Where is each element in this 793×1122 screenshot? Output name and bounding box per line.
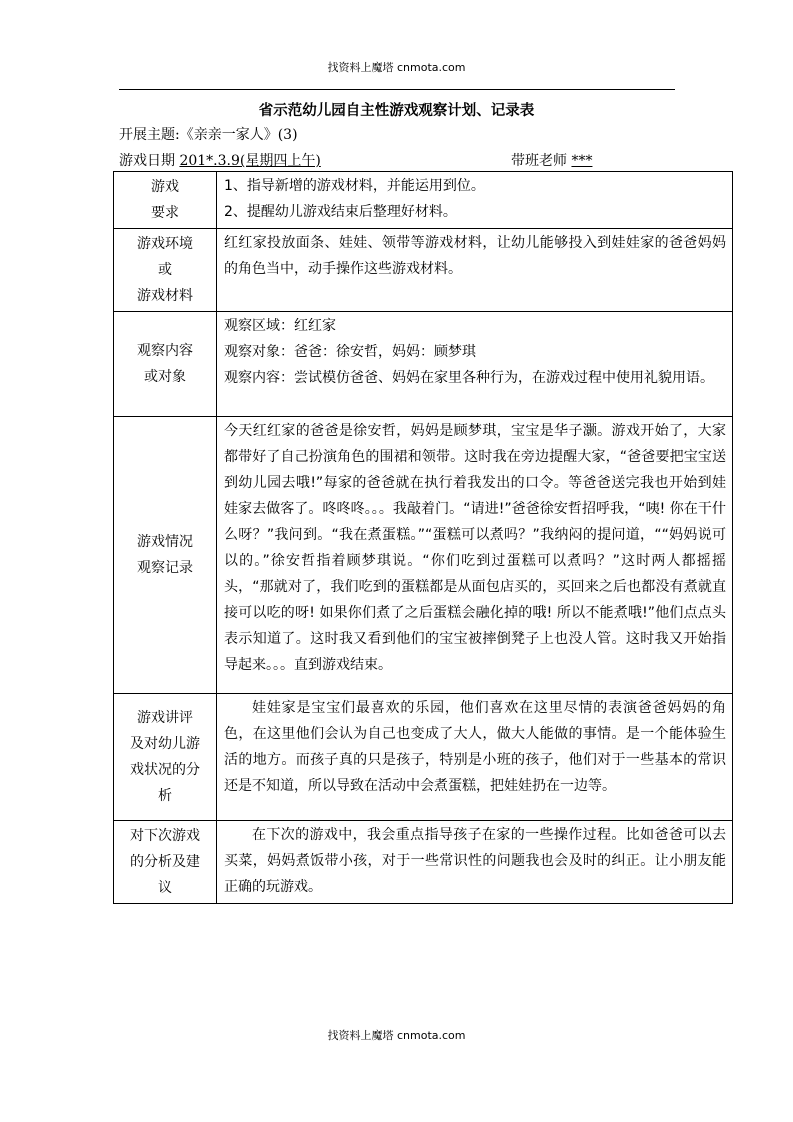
row-game-review [114,694,733,821]
row-content [217,821,733,904]
label-line: 析 [158,788,172,804]
label-line: 戏状况的分 [130,762,200,778]
header-watermark: 找资料上魔塔 cnmota.com [327,61,466,74]
content-paragraph: 观察区域：红红家 [224,318,336,334]
footer-watermark: 找资料上魔塔 cnmota.com [327,1029,466,1042]
content-paragraph: 今天红红家的爸爸是徐安哲，妈妈是顾梦琪，宝宝是华子灏。游戏开始了，大家都带好了自己扮演角色的围裙和领带。这时我在旁边提醒大家，“爸爸要把宝宝送到幼儿园去哦!”每家的爸爸就在执行着我发出的口令。等爸爸送完我也开始到娃娃家去做客了。咚咚咚。。。我敲着门。“请进!”爸爸徐安哲招呼我，“咦! 你在干什么呀？”我问到。“我在煮蛋糕。”“蛋糕可以煮吗？”我纳闷的提问道，““妈妈说可以的。”徐安哲指着顾梦琪说。“你们吃到过蛋糕可以煮吗？”这时两人都摇摇头，“那就对了，我们吃到的蛋糕都是从面包店买的，买回来之后也都没有煮就直接可以吃的呀! 如果你们煮了之后蛋糕会融化掉的哦! 所以不能煮哦!”他们点点头表示知道了。这时我又看到他们的宝宝被摔倒凳子上也没人管。这时我又开始指导起来。。。直到游戏结束。 [224,423,726,673]
theme-label: 开展主题: [119,127,180,143]
row-content [217,694,733,821]
label-line: 议 [158,880,172,896]
label-line: 及对幼儿游 [130,736,200,752]
header-rule [119,89,675,90]
content-paragraph: 观察内容：尝试模仿爸爸、妈妈在家里各种行为，在游戏过程中使用礼貌用语。 [224,370,714,386]
label-line: 或 [158,262,172,278]
row-game-requirements [114,172,733,229]
content-paragraph: 观察对象：爸爸：徐安哲，妈妈：顾梦琪 [224,344,476,360]
theme-value: 《亲亲一家人》(3) [179,127,298,143]
row-content [217,417,733,694]
row-content [217,172,733,229]
teacher-label: 带班老师 [511,153,567,169]
label-line: 游戏情况 [137,534,193,550]
date-value: 201*.3.9(星期四上午) [179,153,321,169]
label-line: 游戏材料 [137,288,193,304]
row-label [114,821,217,904]
date-teacher-line [119,150,719,170]
content-paragraph: 2、提醒幼儿游戏结束后整理好材料。 [224,204,457,220]
teacher-value: *** [571,153,593,169]
content-paragraph: 1、指导新增的游戏材料，并能运用到位。 [224,178,485,194]
row-label [114,229,217,312]
label-line: 游戏 [151,179,179,195]
row-label [114,312,217,417]
label-line: 或对象 [144,369,186,385]
row-content [217,229,733,312]
label-line: 要求 [151,205,179,221]
row-observation-record [114,417,733,694]
document-title: 省示范幼儿园自主性游戏观察计划、记录表 [258,103,535,119]
row-content [217,312,733,417]
label-line: 观察内容 [137,343,193,359]
row-label [114,417,217,694]
teacher-info [511,150,592,170]
label-line: 的分析及建 [130,854,200,870]
date-label: 游戏日期 [119,153,175,169]
label-line: 观察记录 [137,560,193,576]
content-paragraph: 红红家投放面条、娃娃、领带等游戏材料，让幼儿能够投入到娃娃家的爸爸妈妈的角色当中，动手操作这些游戏材料。 [224,235,726,277]
row-game-environment [114,229,733,312]
content-paragraph: 在下次的游戏中，我会重点指导孩子在家的一些操作过程。比如爸爸可以去买菜，妈妈煮饭带小孩，对于一些常识性的问题我也会及时的纠正。让小朋友能正确的玩游戏。 [224,827,726,895]
row-observation-target [114,312,733,417]
content-paragraph: 娃娃家是宝宝们最喜欢的乐园，他们喜欢在这里尽情的表演爸爸妈妈的角色，在这里他们会认为自己也变成了大人，做大人能做的事情。是一个能体验生活的地方。而孩子真的只是孩子，特别是小班的孩子，他们对于一些基本的常识还是不知道，所以导致在活动中会煮蛋糕，把娃娃扔在一边等。 [224,700,726,794]
row-label [114,694,217,821]
theme-line [119,124,298,144]
row-label [114,172,217,229]
row-next-game-suggestions [114,821,733,904]
label-line: 对下次游戏 [130,828,200,844]
label-line: 游戏环境 [137,236,193,252]
label-line: 游戏讲评 [137,710,193,726]
observation-table [113,171,733,904]
